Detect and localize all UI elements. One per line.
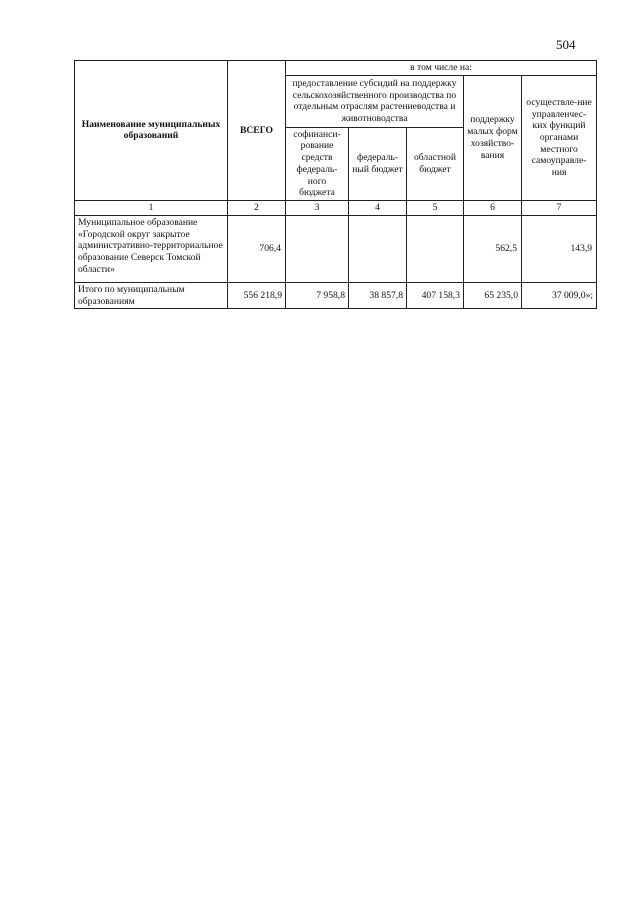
budget-table (74, 60, 597, 309)
header-total-column: ВСЕГО (228, 61, 286, 201)
header-including: в том числе на: (286, 61, 597, 76)
total-regional: 407 158,3 (407, 282, 464, 308)
header-local-functions: осуществле-ние управленчес-ких функций органами местного самоуправле-ния (522, 75, 597, 200)
column-number: 6 (464, 200, 522, 215)
municipality-name: Муниципальное образование «Городской округ закрытое административно-территориальное образование Северск Томской области» (75, 215, 228, 282)
cell-regional (407, 215, 464, 282)
total-row (75, 282, 597, 308)
total-small-forms: 65 235,0 (464, 282, 522, 308)
column-number: 7 (522, 200, 597, 215)
header-federal: федераль-ный бюджет (349, 127, 407, 200)
header-name-column: Наименование муниципальных образований (75, 61, 228, 201)
cell-total: 706,4 (228, 215, 286, 282)
cell-cofinancing (286, 215, 349, 282)
table-row (75, 215, 597, 282)
total-federal: 38 857,8 (349, 282, 407, 308)
column-number: 5 (407, 200, 464, 215)
column-number: 3 (286, 200, 349, 215)
total-row-label: Итого по муниципальным образованиям (75, 282, 228, 308)
cell-federal (349, 215, 407, 282)
column-number: 2 (228, 200, 286, 215)
column-number: 4 (349, 200, 407, 215)
column-number-row (75, 200, 597, 215)
header-regional: областной бюджет (407, 127, 464, 200)
header-small-forms: поддержку малых форм хозяйство-вания (464, 75, 522, 200)
total-cofinancing: 7 958,8 (286, 282, 349, 308)
total-local-functions: 37 009,0»; (522, 282, 597, 308)
total-total: 556 218,9 (228, 282, 286, 308)
header-cofinancing: софинанси-рование средств федераль-ного бюджета (286, 127, 349, 200)
cell-local-functions: 143,9 (522, 215, 597, 282)
cell-small-forms: 562,5 (464, 215, 522, 282)
header-subsidies-group: предоставление субсидий на поддержку сельскохозяйственного производства по отдельным отраслям растениеводства и животноводства (286, 75, 464, 127)
page-number: 504 (556, 37, 576, 52)
column-number: 1 (75, 200, 228, 215)
